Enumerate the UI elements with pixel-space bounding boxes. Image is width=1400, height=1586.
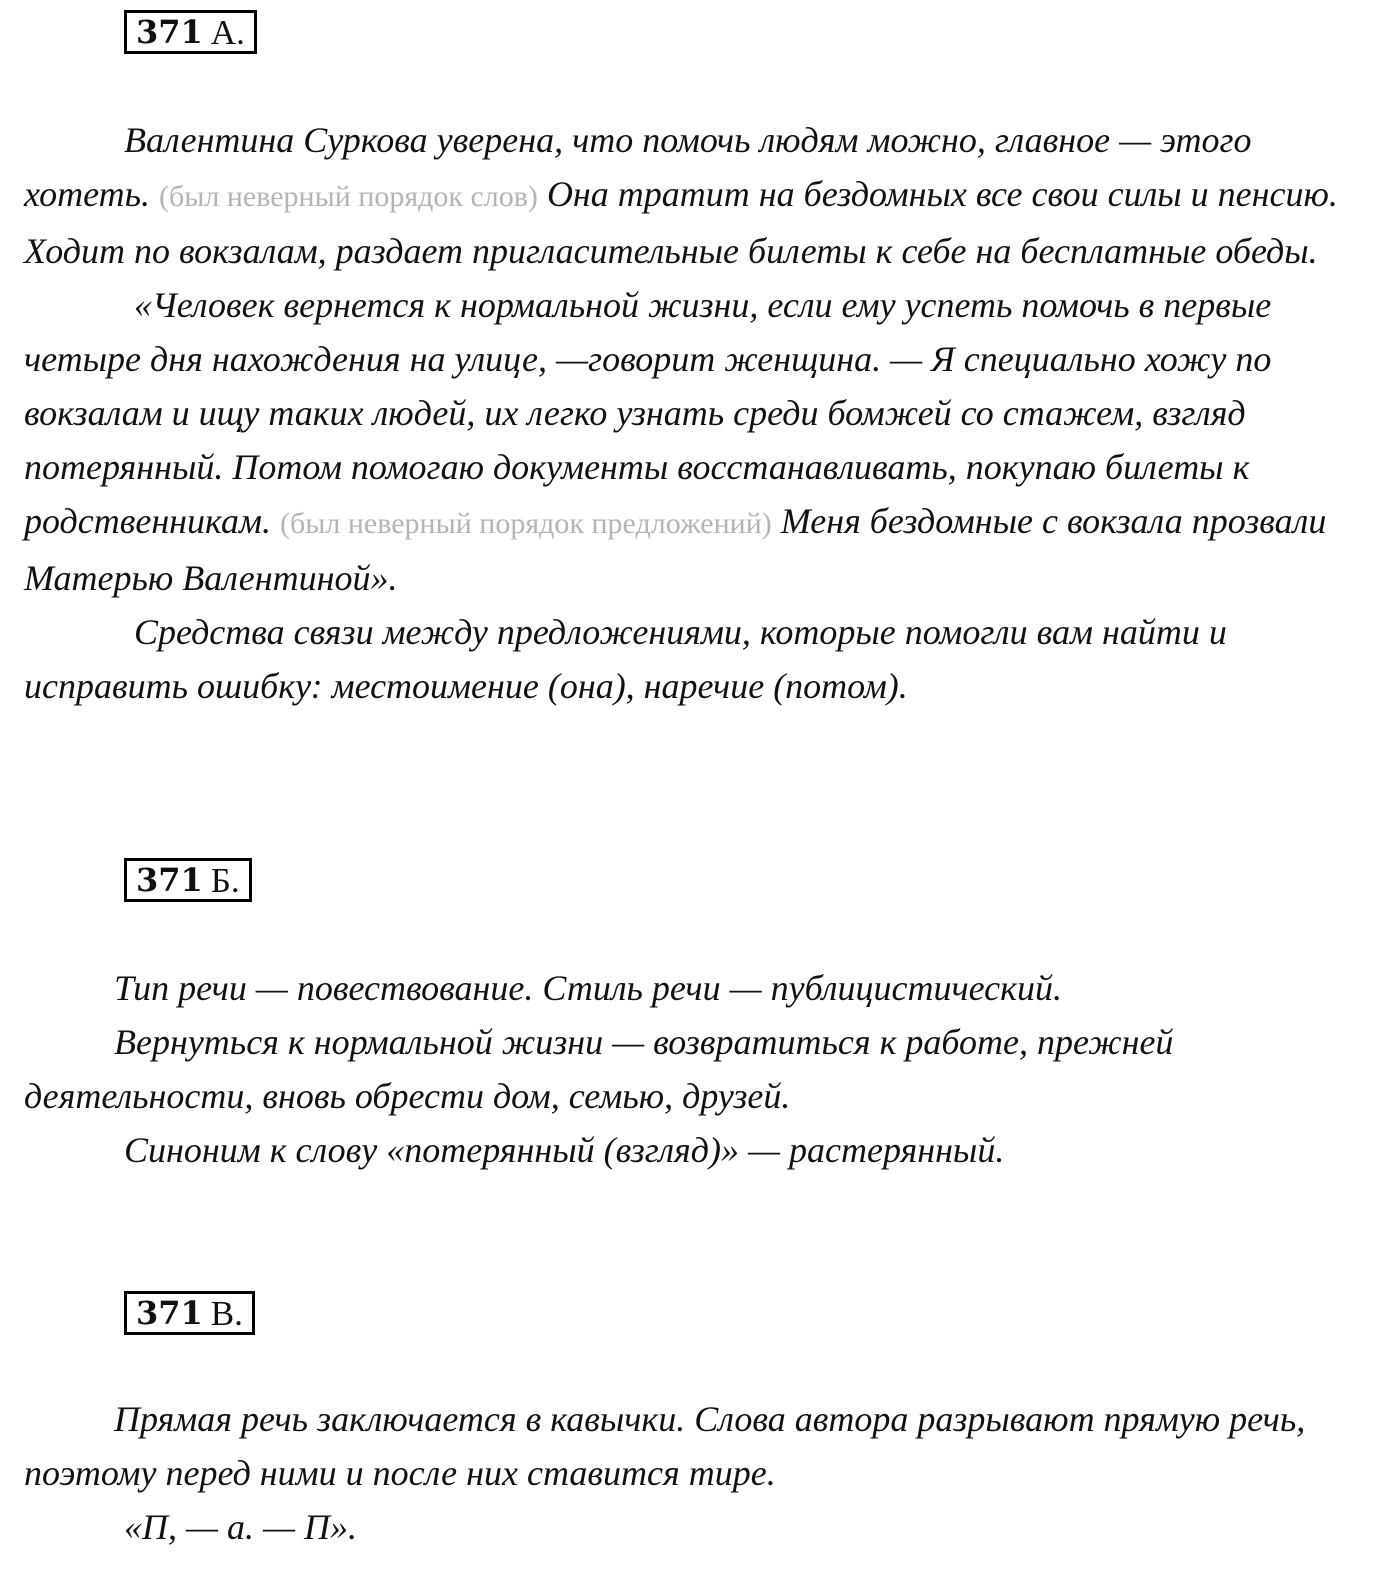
exercise-number-box-b: [124, 858, 252, 902]
paragraph-text: Она тратит на бездомных все свои силы и пенсию. Ходит по вокзалам, раздает пригласительные билеты к себе на бесплатные обеды.: [24, 174, 1338, 271]
paragraph: [24, 278, 1376, 605]
paragraph-text: Валентина Суркова уверена, что помочь людям можно, главное — этого хотеть.: [24, 120, 1252, 214]
section-a-text: [24, 113, 1376, 713]
exercise-letter: А.: [210, 12, 245, 52]
paragraph: [24, 605, 1376, 713]
paragraph-text: Средства связи между предложениями, которые помогли вам найти и исправить ошибку: местоимение (она), наречие (потом).: [24, 612, 1227, 706]
paragraph: Синоним к слову «потерянный (взгляд)» — растерянный.: [124, 1130, 1005, 1170]
exercise-number: 371: [136, 1294, 203, 1332]
exercise-letter: В.: [210, 1293, 243, 1333]
paragraph: Вернуться к нормальной жизни — возвратиться к работе, прежней деятельности, вновь обрести дом, семью, друзей.: [24, 1022, 1174, 1116]
section-b-text: [24, 961, 1376, 1177]
section-c-text: [24, 1392, 1376, 1554]
exercise-letter: Б.: [210, 860, 240, 900]
paragraph: Тип речи — повествование. Стиль речи — публицистический.: [114, 968, 1062, 1008]
paragraph: [24, 113, 1376, 278]
exercise-number-box-a: [124, 10, 257, 54]
exercise-number: 371: [136, 13, 203, 51]
exercise-number-box-c: [124, 1291, 255, 1335]
paragraph-text: «Человек вернется к нормальной жизни, если ему успеть помочь в первые четыре дня нахождения на улице, —говорит женщина. — Я специально хожу по вокзалам и ищу таких людей, их легко узнать среди бомжей со стажем, взгляд потерянный. Потом помогаю документы восстанавливать, покупаю билеты к родственникам.: [24, 285, 1272, 541]
paragraph: Прямая речь заключается в кавычки. Слова автора разрывают прямую речь, поэтому перед ними и после них ставится тире.: [24, 1399, 1306, 1493]
exercise-number: 371: [136, 861, 203, 899]
paragraph: «П, — а. — П».: [124, 1507, 358, 1547]
correction-note: (был неверный порядок предложений): [279, 507, 772, 540]
paragraph-text: Меня бездомные с вокзала прозвали Матерью Валентиной».: [24, 501, 1327, 598]
correction-note: (был неверный порядок слов): [158, 180, 538, 213]
